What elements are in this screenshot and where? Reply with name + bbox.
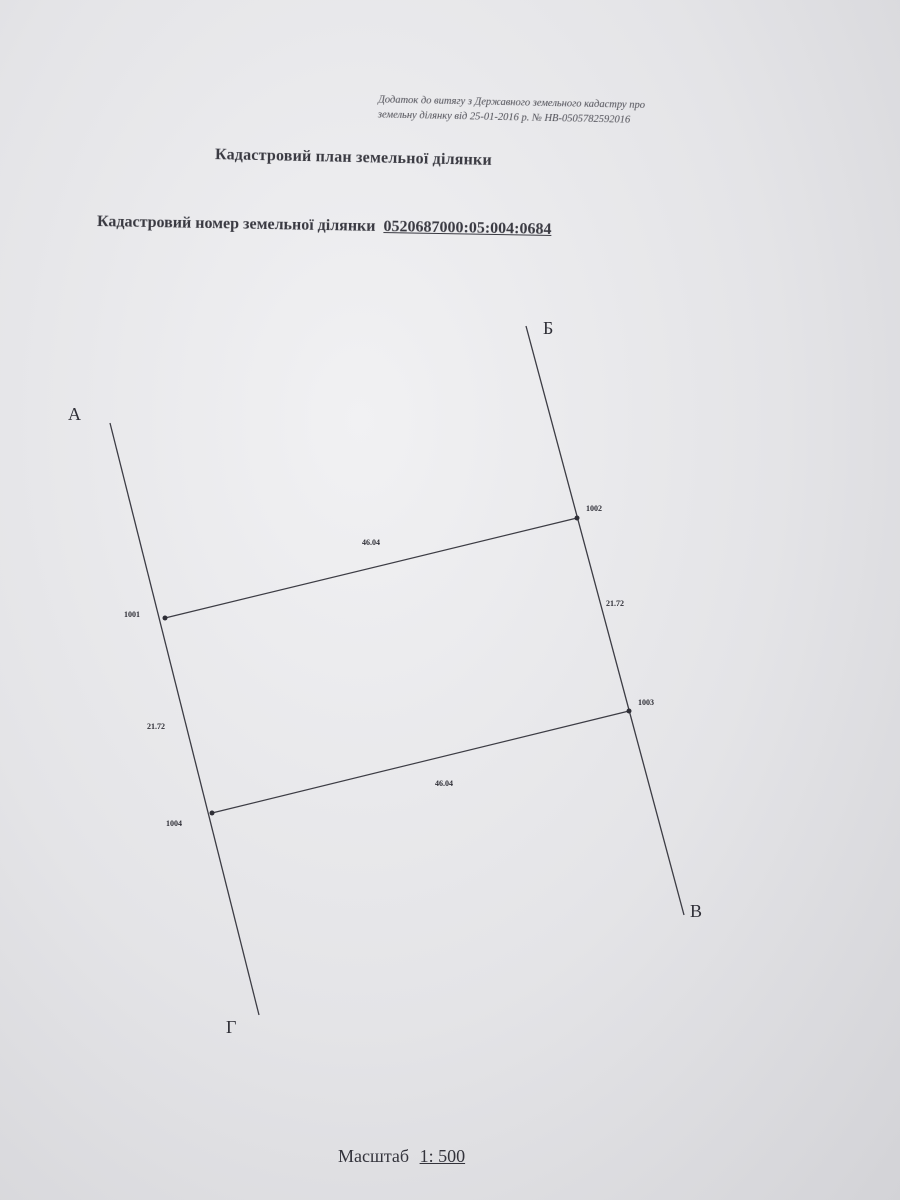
vertex-1004 xyxy=(210,811,215,816)
vertex-1003 xyxy=(627,709,632,714)
document-title: Кадастровий план земельної ділянки xyxy=(214,146,493,169)
line-b-v xyxy=(526,326,684,915)
appendix-note-line-1: Додаток до витягу з Державного земельного кадастру про xyxy=(378,94,646,111)
parcel-edge-bottom xyxy=(212,711,629,813)
length-label-bottom: 46.04 xyxy=(435,779,453,788)
point-label-1004: 1004 xyxy=(166,819,182,828)
scale-line xyxy=(338,1146,465,1167)
scale-label: Масштаб xyxy=(338,1146,410,1166)
point-label-1002: 1002 xyxy=(586,504,602,513)
vertex-1001 xyxy=(163,616,168,621)
appendix-note-line-2: земельну ділянку від 25-01-2016 р. № НВ-0505782592016 xyxy=(377,109,631,126)
length-label-top: 46.04 xyxy=(362,538,380,547)
corner-label-v: В xyxy=(690,901,703,921)
corner-label-g: Г xyxy=(226,1017,237,1037)
parcel-edge-top xyxy=(165,518,577,618)
point-label-1003: 1003 xyxy=(638,698,654,707)
vertex-1002 xyxy=(575,516,580,521)
length-label-left: 21.72 xyxy=(147,722,165,731)
corner-label-a: А xyxy=(68,404,81,424)
point-label-1001: 1001 xyxy=(124,610,140,619)
line-a-g xyxy=(110,423,259,1015)
cadastral-number-value: 0520687000:05:004:0684 xyxy=(383,218,552,238)
scale-value: 1: 500 xyxy=(419,1146,466,1166)
length-label-right: 21.72 xyxy=(606,599,624,608)
cadastral-number-label: Кадастровий номер земельної ділянки xyxy=(96,213,376,235)
corner-label-b: Б xyxy=(543,318,554,338)
